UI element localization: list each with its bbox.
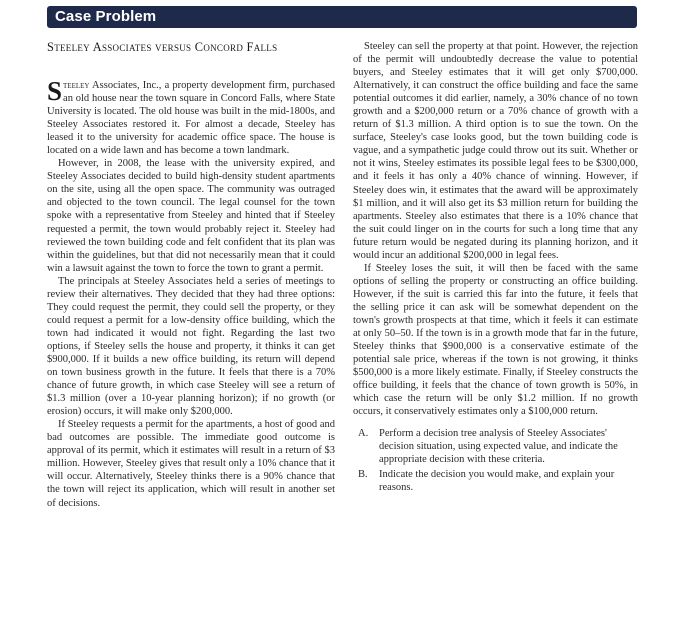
question-text: Indicate the decision you would make, and explain your reasons. bbox=[379, 468, 615, 493]
case-problem-banner bbox=[47, 6, 637, 28]
paragraph-6: If Steeley loses the suit, it will then be faced with the same options of selling the property or constructing an office building. However, if the suit is carried this far into the future, it feels that the selling price it can ask will be somewhat dependent on the town's growth prospects at that time, which it feels it can estimate at only 50–50. If the town is in a growth mode that far in the future, Steeley thinks that $900,000 is a conservative estimate of the potential sale price, whereas if the town is not growing, it thinks $500,000 is a more likely estimate. Finally, if Steeley constructs the office building, it feels that the chance of town growth is 50%, in which case the return will be only $1.2 million. If no growth occurs, it conservatively estimates only a $100,000 return. bbox=[353, 262, 638, 418]
first-words: teeley bbox=[63, 80, 90, 91]
question-list bbox=[353, 427, 638, 493]
question-text: Perform a decision tree analysis of Steeley Associates' decision situation, using expected value, and indicate the appropriate decision with these criteria. bbox=[379, 428, 618, 466]
question-letter: A. bbox=[358, 428, 369, 440]
paragraph-4: If Steeley requests a permit for the apartments, a host of good and bad outcomes are possible. The immediate good outcome is approval of its permit, which it estimates will result in a return of $3 million. However, Steeley gives that result only a 10% chance that it will occur. Alternatively, Steeley thinks there is a 90% chance that the town will reject its application, which will result in another set of decisions. bbox=[47, 419, 335, 509]
question-item bbox=[353, 427, 638, 466]
paragraph-5: Steeley can sell the property at that point. However, the rejection of the permit will undoubtedly decrease the value to potential buyers, and Steeley estimates that it will get only $700,000. Alternatively, it can construct the office building and face the same potential outcomes it did earlier, namely, a 30% chance of no town growth and a $200,000 return or a 70% chance of growth with a return of $1.3 million. A third option is to sue the town. On the surface, Steeley's case looks good, but the town building code is vague, and a sympathetic judge could throw out its suit. Whether or not it wins, Steeley estimates its possible legal fees to be $300,000, and it feels it has only a 40% chance of winning. However, if Steeley does win, it estimates that the award will be approximately $1 million, and it will also get its $3 million return for building the apartments. Steeley also estimates that there is a 10% chance that the suit could linger on in the courts for such a long time that any future return would be negated during its planning horizon, and it would incur an additional $200,000 in legal fees. bbox=[353, 41, 638, 261]
paragraph-2: However, in 2008, the lease with the university expired, and Steeley Associates decided to build high-density student apartments on the site, using all the open space. The community was outraged and objected to the town council. The legal counsel for the town spoke with a representative from Steeley and hinted that if Steeley requested a permit, the town would probably reject it. Steeley had reviewed the town building code and felt confident that its plan was within the guidelines, but that did not necessarily mean that it could win a lawsuit against the town to force the town to grant a permit. bbox=[47, 158, 335, 274]
paragraph-3: The principals at Steeley Associates held a series of meetings to review their alternatives. They decided that they had three options: They could request the permit, they could sell the property, or they could request a permit for a low-density office building, which the town had indicated it would not fight. Regarding the last two options, if Steeley sells the house and property, it thinks it can get $900,000. If it builds a new office building, its return will depend on town business growth in the future. It feels that there is a 70% chance of future growth, in which case Steeley will see a return of $1.3 million (over a 10-year planning horizon); if no growth (or erosion) occurs, it will make only $200,000. bbox=[47, 275, 335, 418]
left-column bbox=[47, 40, 335, 510]
paragraph-1-text: Associates, Inc., a property development firm, purchased an old house near the town square in Concord Falls, where State University is located. The old house was built in the mid-1800s, and Steeley Associates restored it. For almost a decade, Steeley has leased it to the university for academic office space. The house is located on a wide lawn and has become a town landmark. bbox=[47, 80, 335, 157]
drop-cap: S bbox=[47, 76, 63, 106]
paragraph-1 bbox=[47, 76, 335, 157]
case-heading: Steeley Associates versus Concord Falls bbox=[47, 40, 278, 54]
question-item bbox=[353, 468, 638, 494]
question-letter: B. bbox=[358, 468, 368, 480]
banner-title: Case Problem bbox=[55, 8, 157, 25]
right-column bbox=[353, 40, 638, 495]
